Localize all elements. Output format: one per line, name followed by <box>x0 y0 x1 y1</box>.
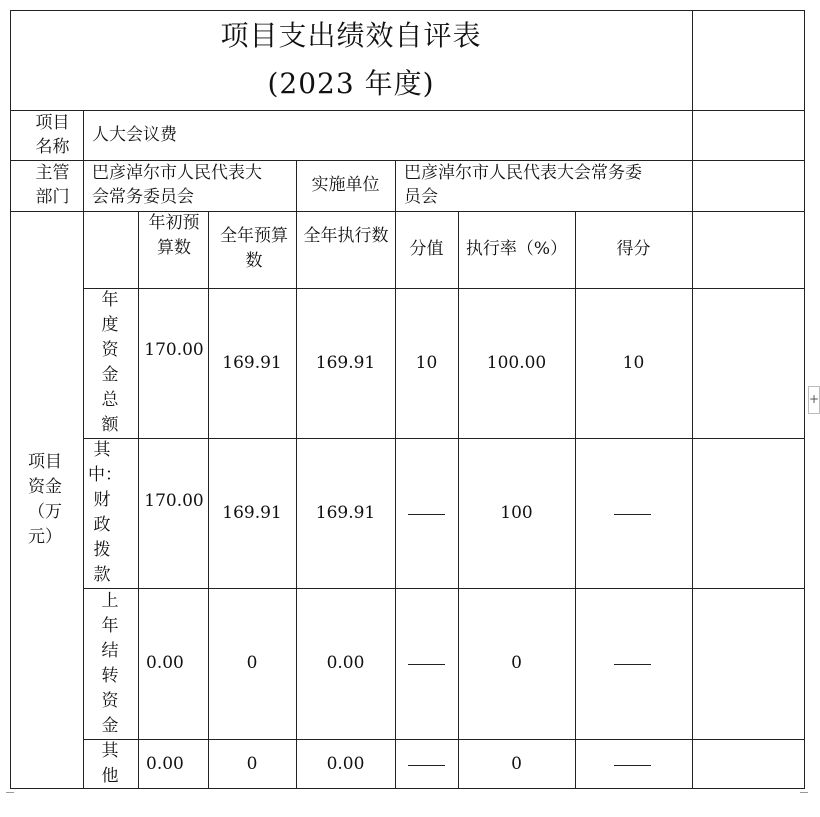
col-divider <box>692 10 693 788</box>
col-divider <box>208 211 209 788</box>
table-border-top <box>10 10 805 11</box>
row-divider <box>10 110 805 111</box>
table-border-left <box>10 10 11 788</box>
header-annual-exec: 全年执行数 <box>303 226 389 246</box>
row-divider <box>10 211 805 212</box>
empty-dash <box>408 664 445 665</box>
cell-rate: 100 <box>500 503 533 523</box>
col-divider <box>83 110 84 788</box>
row-label: 上年结转资金 <box>101 591 119 736</box>
cell-rate: 0 <box>511 754 522 774</box>
impl-unit-value-line1: 巴彦淖尔市人民代表大会常务委 <box>404 163 642 183</box>
department-label: 主管部门 <box>35 163 70 207</box>
row-label: 年度资金总额 <box>101 290 119 435</box>
row-label: 其他 <box>101 741 119 786</box>
header-annual-budget: 全年预算数 <box>220 226 288 271</box>
cell-initial: 170.00 <box>144 491 204 511</box>
cell-initial: 170.00 <box>144 340 204 360</box>
cell-exec: 169.91 <box>315 353 376 373</box>
table-add-row-button[interactable]: + <box>808 386 820 414</box>
funds-label: 项目资金（万元） <box>28 452 62 547</box>
cell-exec: 0.00 <box>326 653 365 673</box>
page-corner-mark-left <box>6 792 14 799</box>
cell-exec: 0.00 <box>326 754 365 774</box>
page-title: 项目支出绩效自评表 <box>220 19 482 52</box>
col-divider <box>575 211 576 788</box>
page-corner-mark-right <box>800 792 808 799</box>
col-divider <box>395 160 396 211</box>
row-label: 其中：财政拨款 <box>88 440 122 585</box>
row-divider <box>83 438 805 439</box>
cell-score-value: 10 <box>415 353 438 373</box>
empty-dash <box>614 514 651 515</box>
cell-budget: 0 <box>246 754 258 774</box>
cell-rate: 100.00 <box>486 353 547 373</box>
cell-rate: 0 <box>511 653 522 673</box>
empty-dash <box>614 664 651 665</box>
cell-budget: 169.91 <box>222 503 282 523</box>
cell-exec: 169.91 <box>315 503 376 523</box>
header-initial-budget: 年初预算数 <box>148 213 200 258</box>
project-name-value: 人大会议费 <box>92 125 177 145</box>
header-exec-rate: 执行率（%） <box>465 239 568 259</box>
table-border-bottom <box>10 788 805 789</box>
header-score: 得分 <box>616 239 651 259</box>
page-subtitle: (2023 年度) <box>267 67 435 100</box>
empty-dash <box>408 514 445 515</box>
cell-budget: 169.91 <box>222 353 282 373</box>
col-divider <box>458 211 459 788</box>
row-divider <box>83 739 805 740</box>
project-name-label: 项目名称 <box>35 113 70 157</box>
row-divider <box>83 588 805 589</box>
col-divider <box>296 211 297 788</box>
row-divider <box>83 288 805 289</box>
empty-dash <box>408 765 445 766</box>
cell-budget: 0 <box>246 653 258 673</box>
col-divider <box>395 211 396 788</box>
department-value-line2: 会常务委员会 <box>92 187 194 207</box>
cell-initial: 0.00 <box>146 653 184 673</box>
table-border-right <box>804 10 805 788</box>
impl-unit-label: 实施单位 <box>311 175 380 195</box>
cell-initial: 0.00 <box>146 754 184 774</box>
col-divider <box>138 211 139 788</box>
impl-unit-value-line2: 员会 <box>404 187 438 207</box>
department-value-line1: 巴彦淖尔市人民代表大 <box>92 163 262 183</box>
empty-dash <box>614 765 651 766</box>
header-score-value: 分值 <box>409 239 444 259</box>
cell-score: 10 <box>622 353 645 373</box>
